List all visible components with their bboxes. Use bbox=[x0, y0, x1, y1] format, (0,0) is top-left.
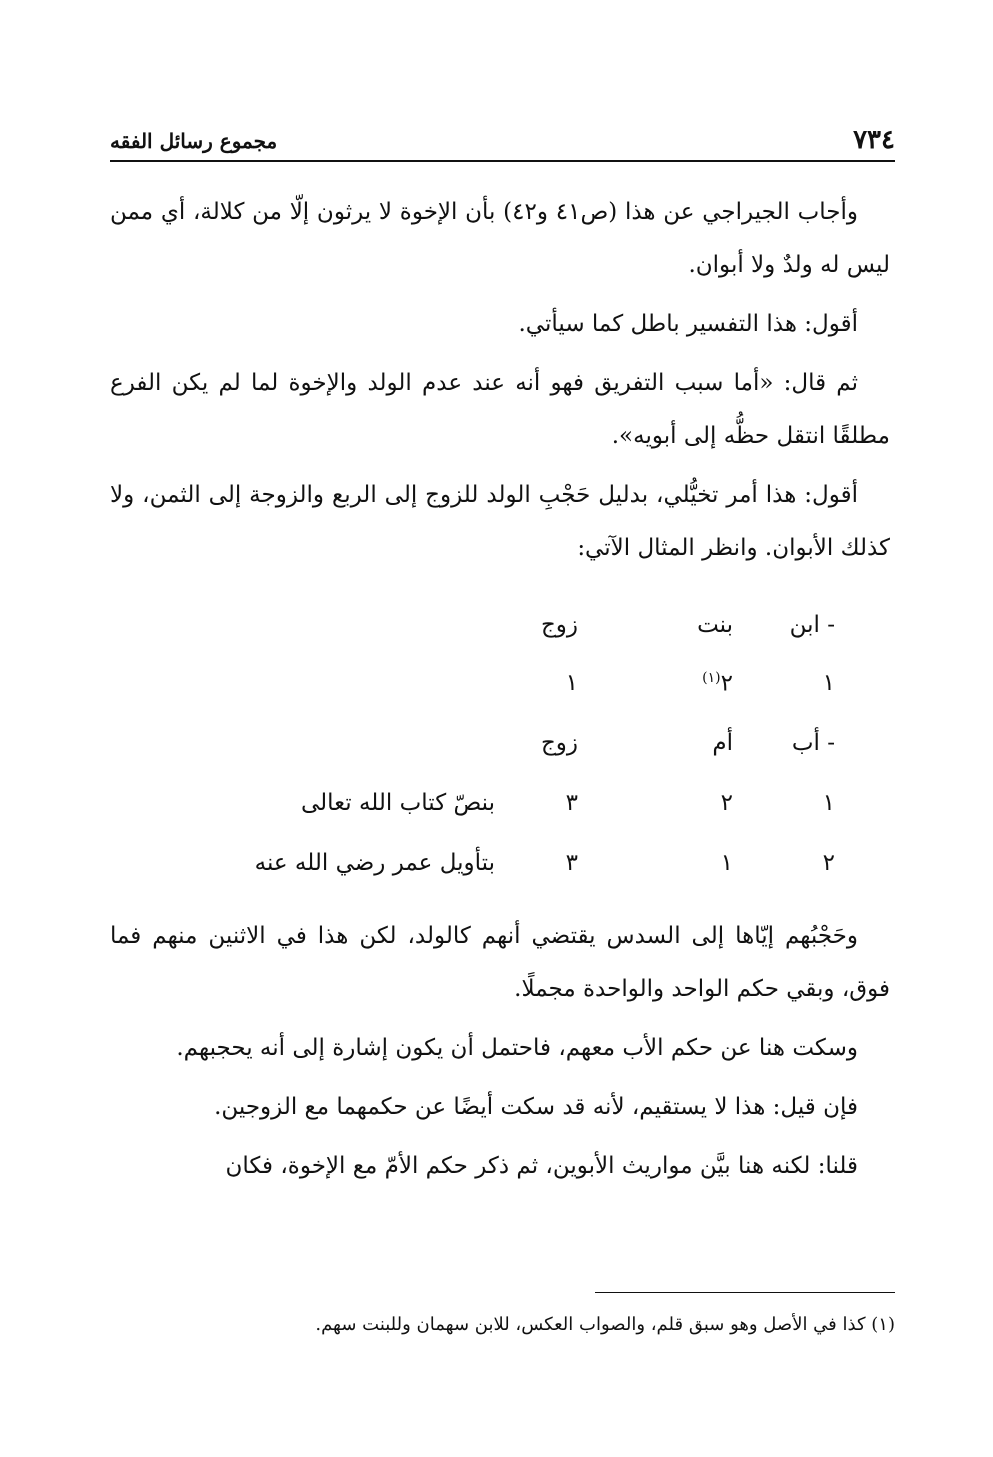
header-rule bbox=[110, 160, 895, 162]
page-header bbox=[110, 125, 895, 157]
table-cell: - أب bbox=[791, 730, 835, 756]
table-cell: ١ bbox=[822, 790, 835, 816]
table-cell: ١ bbox=[565, 670, 578, 696]
footnote-marker: (١) bbox=[702, 670, 721, 686]
inheritance-example-table bbox=[110, 612, 895, 897]
body-text-top bbox=[110, 186, 890, 581]
paragraph: وسكت هنا عن حكم الأب معهم، فاحتمل أن يكون إشارة إلى أنه يحجبهم. bbox=[176, 1035, 858, 1061]
table-cell: ٢ bbox=[720, 790, 733, 816]
footnote bbox=[160, 1310, 895, 1340]
table-cell: ١ bbox=[822, 670, 835, 696]
table-cell: زوج bbox=[540, 612, 578, 638]
table-note: بنصّ كتاب الله تعالى bbox=[300, 790, 495, 816]
paragraph: وحَجْبُهم إيّاها إلى السدس يقتضي أنهم كالولد، لكن هذا في الاثنين منهم فما فوق، وبقي حكم الواحد والواحدة مجملًا. bbox=[110, 923, 890, 1002]
paragraph: ثم قال: «أما سبب التفريق فهو أنه عند عدم الولد والإخوة لما لم يكن الفرع مطلقًا انتقل حظُّه إلى أبويه». bbox=[110, 370, 890, 449]
paragraph: فإن قيل: هذا لا يستقيم، لأنه قد سكت أيضًا عن حكمهما مع الزوجين. bbox=[214, 1094, 858, 1120]
table-cell: ١ bbox=[720, 850, 733, 876]
table-cell bbox=[702, 670, 733, 697]
table-cell: ٢ bbox=[822, 850, 835, 876]
table-cell: - ابن bbox=[789, 612, 835, 638]
paragraph: قلنا: لكنه هنا بيَّن مواريث الأبوين، ثم ذكر حكم الأمّ مع الإخوة، فكان bbox=[225, 1153, 858, 1179]
page-number: ٧٣٤ bbox=[853, 125, 895, 155]
table-cell-value: ٢ bbox=[720, 670, 733, 697]
paragraph: أقول: هذا أمر تخيُّلي، بدليل حَجْبِ الولد للزوج إلى الربع والزوجة إلى الثمن، ولا كذلك الأبوان. وانظر المثال الآتي: bbox=[110, 482, 890, 561]
body-text-bottom bbox=[110, 910, 890, 1199]
paragraph: وأجاب الجيراجي عن هذا (ص٤١ و٤٢) بأن الإخوة لا يرثون إلّا من كلالة، أي ممن ليس له ولدٌ ولا أبوان. bbox=[110, 199, 890, 278]
table-note: بتأويل عمر رضي الله عنه bbox=[254, 850, 495, 876]
running-title: مجموع رسائل الفقه bbox=[110, 129, 278, 153]
table-cell: زوج bbox=[540, 730, 578, 756]
footnote-rule bbox=[595, 1292, 895, 1293]
paragraph: أقول: هذا التفسير باطل كما سيأتي. bbox=[518, 311, 858, 337]
table-cell: ٣ bbox=[565, 790, 578, 816]
footnote-number: (١) bbox=[871, 1314, 895, 1335]
table-cell: ٣ bbox=[565, 850, 578, 876]
table-cell: أم bbox=[712, 730, 733, 756]
table-cell: بنت bbox=[697, 612, 733, 638]
footnote-text: كذا في الأصل وهو سبق قلم، والصواب العكس، للابن سهمان وللبنت سهم. bbox=[315, 1314, 866, 1335]
